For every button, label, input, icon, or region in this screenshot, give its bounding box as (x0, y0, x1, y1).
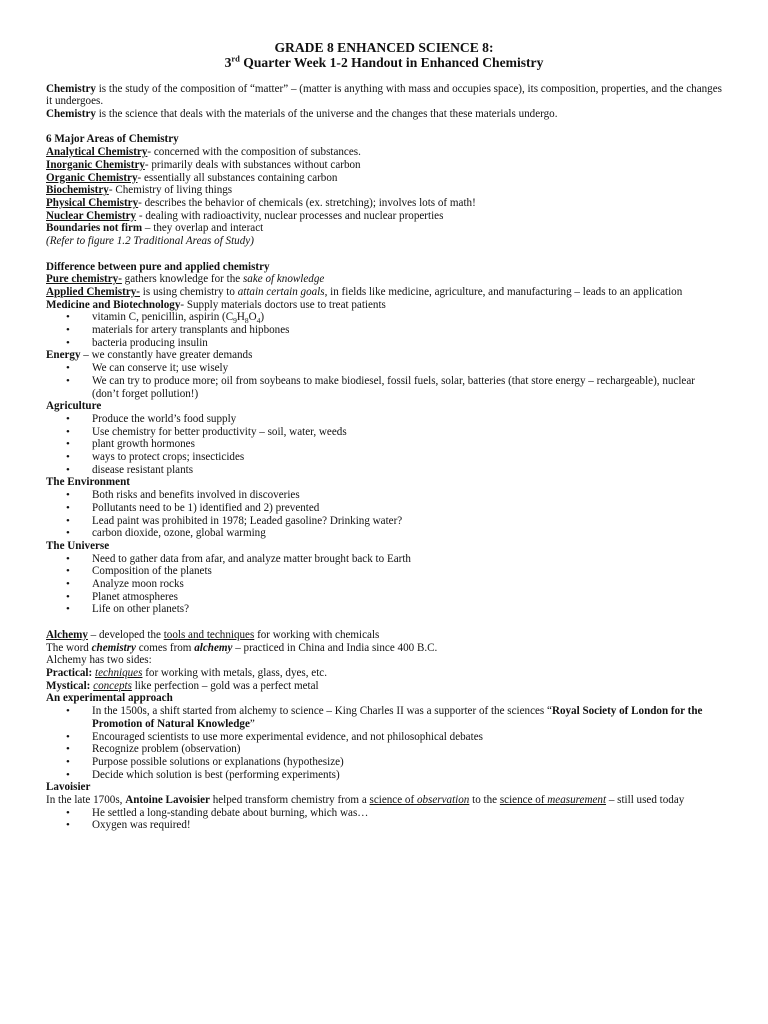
list-item: • Purpose possible solutions or explanations (hypothesize) (46, 756, 722, 769)
areas-heading: 6 Major Areas of Chemistry (46, 133, 179, 146)
title-line-1: GRADE 8 ENHANCED SCIENCE 8: (274, 40, 494, 55)
list-item: • Composition of the planets (46, 565, 722, 578)
list-item: • ways to protect crops; insecticides (46, 451, 722, 464)
list-item: • Lead paint was prohibited in 1978; Leaded gasoline? Drinking water? (46, 515, 722, 528)
pure-applied-heading: Difference between pure and applied chemistry (46, 260, 270, 273)
area-item: Nuclear Chemistry - dealing with radioactivity, nuclear processes and nuclear properties (46, 209, 444, 222)
list-item: • In the 1500s, a shift started from alchemy to science – King Charles II was a supporter of the sciences “Royal Society of London for the Promotion of Natural Knowledge” (46, 705, 722, 730)
area-item: Analytical Chemistry- concerned with the composition of substances. (46, 146, 361, 159)
energy-list (46, 362, 722, 400)
list-item: • Analyze moon rocks (46, 578, 722, 591)
environment-list (46, 489, 722, 540)
boundaries-line: Boundaries not firm – they overlap and interact (46, 222, 264, 235)
environment-heading: The Environment (46, 476, 130, 489)
title-line-2: 3rd Quarter Week 1-2 Handout in Enhanced Chemistry (224, 53, 544, 70)
list-item: • carbon dioxide, ozone, global warming (46, 527, 722, 540)
list-item: • Use chemistry for better productivity – soil, water, weeds (46, 426, 722, 439)
lavoisier-paragraph: In the late 1700s, Antoine Lavoisier helped transform chemistry from a science of observation to the science of measurement – still used today (46, 794, 685, 807)
list-item: • bacteria producing insulin (46, 337, 722, 350)
definition-2: Chemistry is the science that deals with the materials of the universe and the changes that these materials undergo. (46, 108, 558, 121)
energy-heading: Energy – we constantly have greater demands (46, 349, 253, 362)
list-item: • Planet atmospheres (46, 591, 722, 604)
alchemy-practical: Practical: techniques for working with metals, glass, dyes, etc. (46, 666, 327, 679)
list-item: • He settled a long-standing debate about burning, which was… (46, 807, 722, 820)
medicine-list (46, 311, 722, 349)
list-item: • We can try to produce more; oil from soybeans to make biodiesel, fossil fuels, solar, batteries (that store energy – rechargeable), nuclear (don’t forget pollution!) (46, 375, 722, 400)
document-title (46, 40, 722, 70)
alchemy-mystical: Mystical: concepts like perfection – gold was a perfect metal (46, 679, 319, 692)
definition-1: Chemistry is the study of the composition of “matter” – (matter is anything with mass and occupies space), its composition, properties, and the changes it undergoes. (46, 82, 722, 108)
area-item: Biochemistry- Chemistry of living things (46, 184, 233, 197)
figure-reference: (Refer to figure 1.2 Traditional Areas of Study) (46, 235, 254, 248)
list-item: • Encouraged scientists to use more experimental evidence, and not philosophical debates (46, 731, 722, 744)
agriculture-list (46, 413, 722, 477)
lavoisier-list (46, 807, 722, 832)
lavoisier-heading: Lavoisier (46, 781, 91, 794)
list-item: • Decide which solution is best (performing experiments) (46, 769, 722, 782)
list-item: • Recognize problem (observation) (46, 743, 722, 756)
alchemy-two-sides: Alchemy has two sides: (46, 654, 152, 667)
list-item: • vitamin C, penicillin, aspirin $(C_9H_8O_4)$ (46, 311, 722, 324)
medicine-heading: Medicine and Biotechnology- Supply materials doctors use to treat patients (46, 298, 386, 311)
list-item: • Produce the world’s food supply (46, 413, 722, 426)
alchemy-word-origin: The word chemistry comes from alchemy – practiced in China and India since 400 B.C. (46, 641, 438, 654)
list-item: • plant growth hormones (46, 438, 722, 451)
list-item: • Need to gather data from afar, and analyze matter brought back to Earth (46, 553, 722, 566)
list-item: • We can conserve it; use wisely (46, 362, 722, 375)
pure-chemistry-line: Pure chemistry- gathers knowledge for the sake of knowledge (46, 273, 325, 286)
list-item: • Both risks and benefits involved in discoveries (46, 489, 722, 502)
list-item: • Oxygen was required! (46, 819, 722, 832)
list-item: • Life on other planets? (46, 603, 722, 616)
list-item: • Pollutants need to be 1) identified and 2) prevented (46, 502, 722, 515)
applied-chemistry-line: Applied Chemistry- is using chemistry to attain certain goals, in fields like medicine, agriculture, and manufacturing – leads to an application (46, 285, 683, 298)
alchemy-line: Alchemy – developed the tools and techniques for working with chemicals (46, 628, 380, 641)
list-item: • disease resistant plants (46, 464, 722, 477)
area-item: Inorganic Chemistry- primarily deals with substances without carbon (46, 158, 361, 171)
universe-list (46, 553, 722, 617)
list-item: • materials for artery transplants and hipbones (46, 324, 722, 337)
agriculture-heading: Agriculture (46, 400, 102, 413)
area-item: Physical Chemistry- describes the behavior of chemicals (ex. stretching); involves lots of math! (46, 197, 476, 209)
experimental-list (46, 705, 722, 781)
area-item: Organic Chemistry- essentially all substances containing carbon (46, 171, 338, 184)
universe-heading: The Universe (46, 539, 110, 552)
experimental-heading: An experimental approach (46, 692, 173, 705)
